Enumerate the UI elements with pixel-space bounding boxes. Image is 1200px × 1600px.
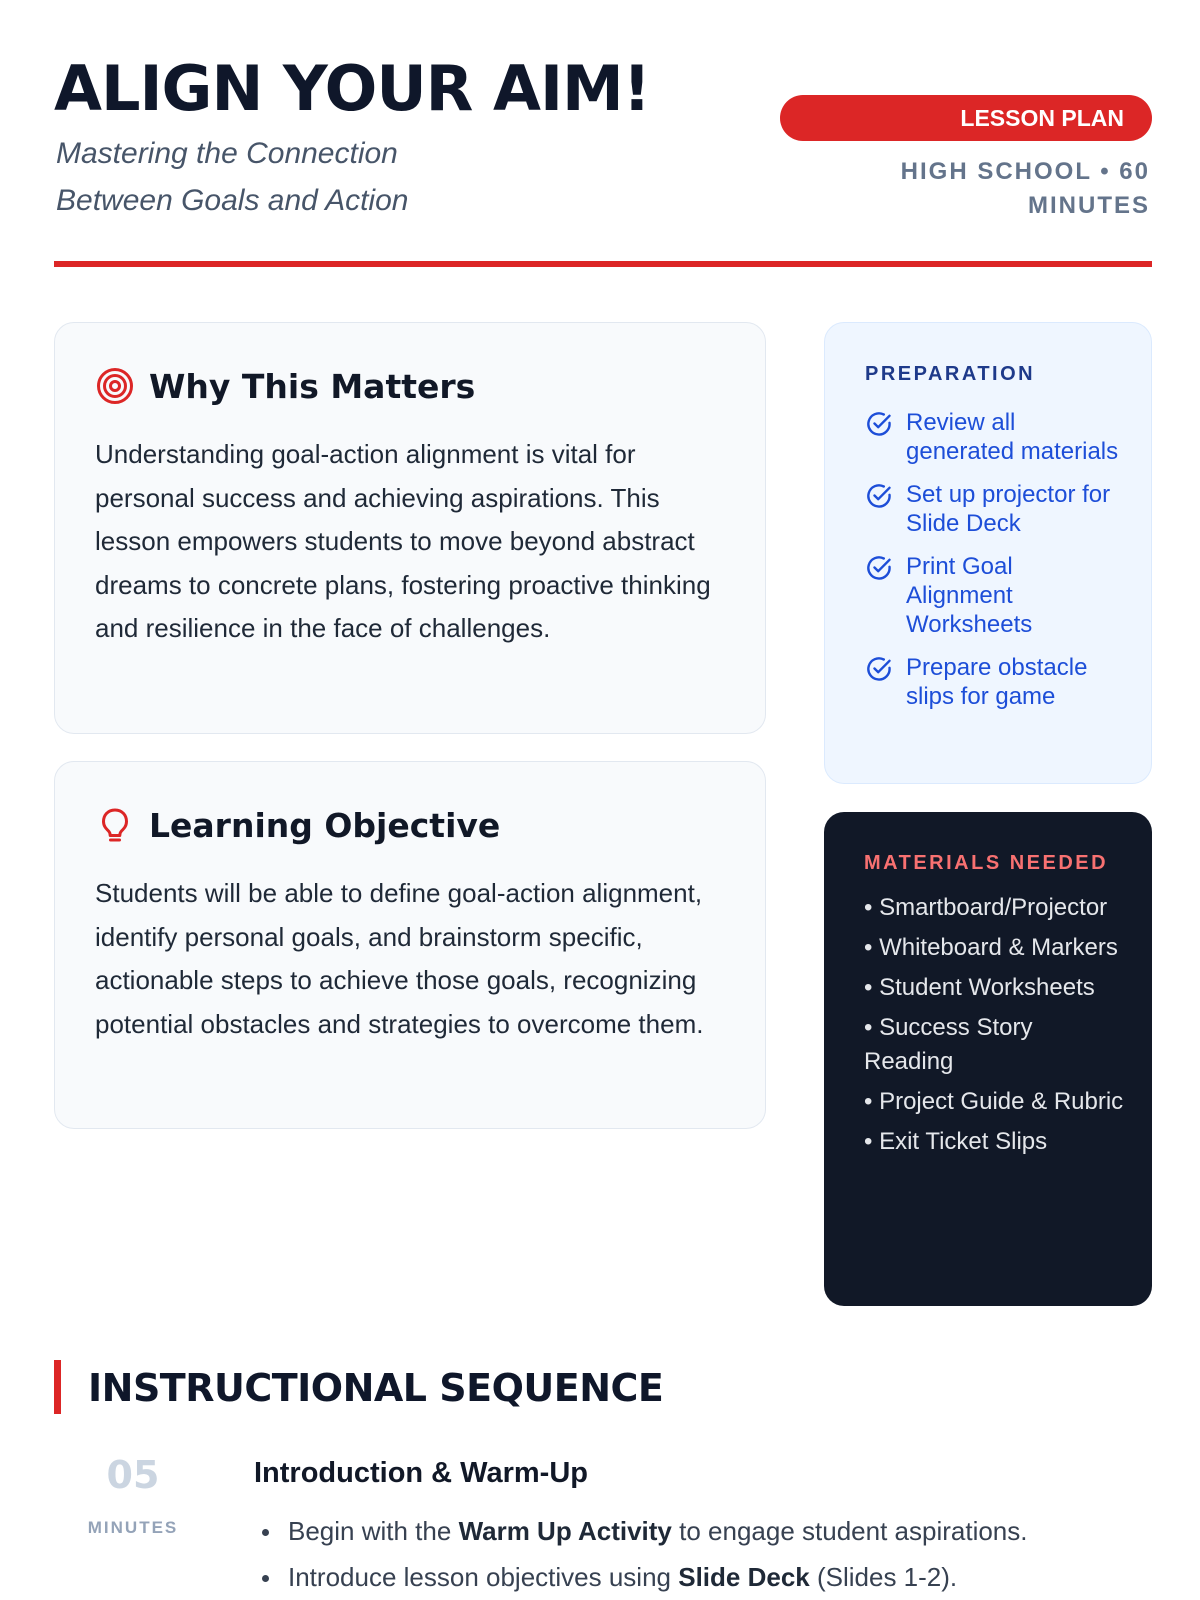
preparation-item xyxy=(865,653,1123,711)
check-circle-icon xyxy=(865,655,893,683)
header-divider xyxy=(54,261,1152,267)
materials-item: • Student Worksheets xyxy=(864,974,1095,1001)
preparation-item-text: Print Goal Alignment Worksheets xyxy=(906,553,1033,638)
materials-item: • Whiteboard & Markers xyxy=(864,934,1118,961)
check-circle-icon xyxy=(865,410,893,438)
preparation-list xyxy=(865,408,1123,711)
why-title: Why This Matters xyxy=(149,366,476,406)
step-title: Introduction & Warm-Up xyxy=(254,1457,588,1489)
page-title: ALIGN YOUR AIM! xyxy=(54,52,651,125)
preparation-label: PREPARATION xyxy=(865,363,1036,385)
step-minutes: 05 xyxy=(106,1453,160,1497)
bullet-text: Introduce lesson objectives using xyxy=(288,1562,679,1592)
step-bullet xyxy=(254,1508,1154,1554)
preparation-panel xyxy=(824,322,1152,784)
bullet-text: (Slides 1-2). xyxy=(809,1562,958,1592)
section-accent-bar xyxy=(54,1360,61,1414)
learning-objective-card xyxy=(54,761,766,1129)
bullet-text: Begin with the xyxy=(288,1516,459,1546)
materials-panel xyxy=(824,812,1152,1306)
target-icon xyxy=(95,366,135,406)
lesson-plan-page xyxy=(54,0,1152,1600)
step-bullet xyxy=(254,1554,1154,1600)
check-circle-icon xyxy=(865,482,893,510)
materials-label: MATERIALS NEEDED xyxy=(864,852,1109,874)
page-subtitle: Mastering the Connection Between Goals and Action xyxy=(56,137,409,217)
materials-item: • Smartboard/Projector xyxy=(864,894,1108,921)
preparation-item xyxy=(865,480,1123,538)
why-this-matters-card xyxy=(54,322,766,734)
sequence-heading: INSTRUCTIONAL SEQUENCE xyxy=(88,1366,664,1410)
materials-item: • Project Guide & Rubric xyxy=(864,1088,1124,1115)
materials-item: • Exit Ticket Slips xyxy=(864,1128,1048,1155)
objective-body: Students will be able to define goal-action alignment, identify personal goals, and brainstorm specific, actionable steps to achieve those goals, recognizing potential obstacles and strategies to overcome them. xyxy=(95,878,704,1039)
bullet-emphasis: Slide Deck xyxy=(678,1562,810,1592)
grade-duration-meta: HIGH SCHOOL • 60 MINUTES xyxy=(900,158,1150,219)
step-bullet-list xyxy=(254,1508,1154,1600)
bullet-emphasis: Warm Up Activity xyxy=(458,1516,672,1546)
materials-list xyxy=(864,891,1126,1159)
objective-title: Learning Objective xyxy=(149,805,501,845)
lesson-plan-badge: LESSON PLAN xyxy=(780,95,1152,141)
preparation-item-text: Review all generated materials xyxy=(906,409,1119,465)
bullet-text: to engage student aspirations. xyxy=(671,1516,1028,1546)
lightbulb-icon xyxy=(95,805,135,845)
preparation-item xyxy=(865,408,1123,466)
preparation-item-text: Set up projector for Slide Deck xyxy=(906,481,1111,537)
check-circle-icon xyxy=(865,554,893,582)
step-minutes-unit: MINUTES xyxy=(87,1518,179,1537)
materials-item: • Success Story Reading xyxy=(864,1014,1033,1075)
why-body: Understanding goal-action alignment is vital for personal success and achieving aspirations. This lesson empowers students to move beyond abstract dreams to concrete plans, fostering proactive thinking and resilience in the face of challenges. xyxy=(95,439,711,643)
preparation-item xyxy=(865,552,1123,639)
preparation-item-text: Prepare obstacle slips for game xyxy=(906,654,1088,710)
